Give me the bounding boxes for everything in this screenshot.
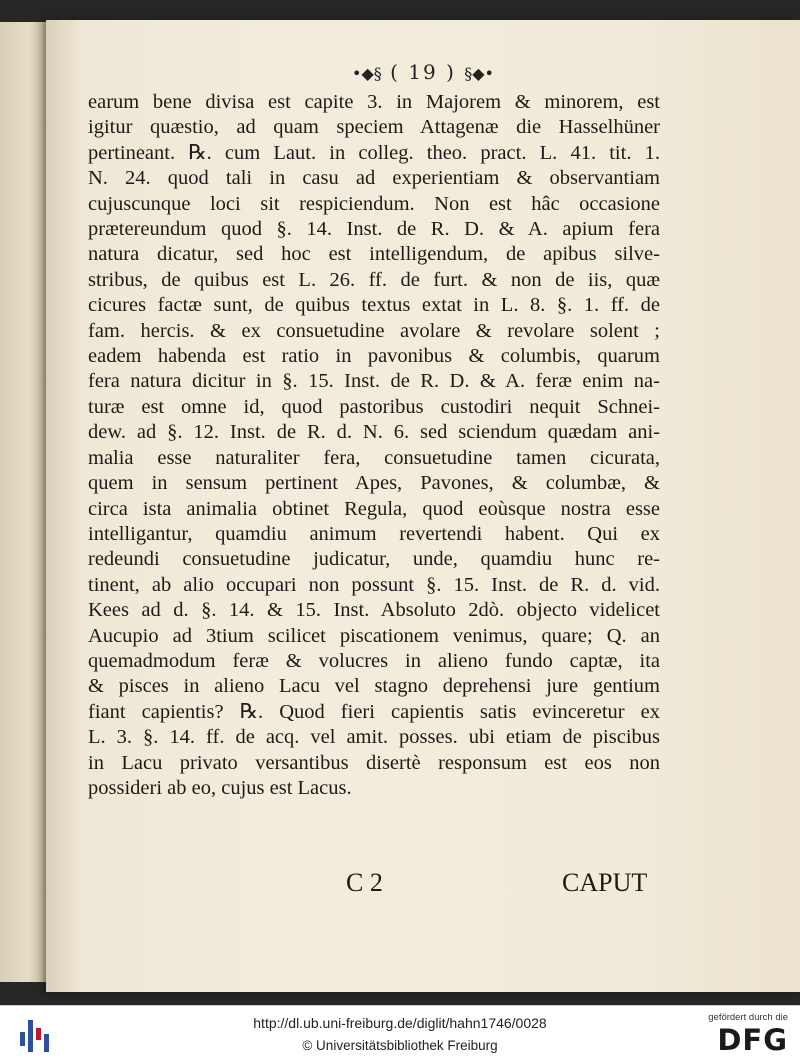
text-line: Kees ad d. §. 14. & 15. Inst. Absoluto 2dò. objecto videlicet	[88, 599, 660, 622]
text-line: eadem habenda est ratio in pavonibus & columbis, quarum	[88, 345, 660, 368]
text-line: N. 24. quod tali in casu ad experientiam & observantiam	[88, 167, 660, 190]
text-line: tinent, ab alio occupari non possunt §. 15. Inst. de R. d. vid.	[88, 573, 660, 596]
signature-mark: C 2	[346, 868, 383, 897]
text-line: dew. ad §. 12. Inst. de R. d. N. 6. sed sciendum quædam ani-	[88, 421, 660, 444]
funding-caption: gefördert durch die	[708, 1012, 788, 1023]
text-line: stribus, de quibus est L. 26. ff. de furt. & non de iis, quæ	[88, 268, 660, 291]
text-line: fera natura dicitur in §. 15. Inst. de R. D. & A. feræ enim na-	[88, 370, 660, 393]
text-line: malia esse naturaliter fera, consuetudine tamen cicurata,	[88, 446, 660, 469]
text-line: quem in sensum pertinent Apes, Pavones, & columbæ, &	[88, 472, 660, 495]
text-line: redeundi consuetudine judicatur, unde, quamdiu hunc re-	[88, 548, 660, 571]
text-line: quemadmodum feræ & volucres in alieno fundo captæ, ita	[88, 649, 660, 672]
book-page	[46, 20, 800, 992]
text-line: igitur quæstio, ad quam speciem Attagenæ die Hasselhüner	[88, 116, 660, 139]
text-line: intelligantur, quamdiu animum revertendi habent. Qui ex	[88, 522, 660, 545]
dfg-logo: DFG	[717, 1023, 788, 1057]
text-line: prætereundum quod §. 14. Inst. de R. D. & A. apium fera	[88, 218, 660, 241]
document-url[interactable]: http://dl.ub.uni-freiburg.de/diglit/hahn1746/0028	[253, 1015, 547, 1031]
text-line: earum bene divisa est capite 3. in Majorem & minorem, est	[88, 91, 660, 113]
text-line: fiant capientis? ℞. Quod fieri capientis satis evinceretur ex	[88, 700, 660, 723]
text-line: cicures factæ sunt, de quibus textus extat in L. 8. §. 1. ff. de	[88, 294, 660, 317]
running-head	[46, 60, 800, 84]
text-line: cujuscunque loci sit respiciendum. Non est hâc occasione	[88, 192, 660, 215]
page-number: ( 19 )	[390, 60, 456, 84]
footer-bar	[0, 1005, 800, 1061]
previous-page-edge	[0, 22, 49, 982]
text-line: fam. hercis. & ex consuetudine avolare & revolare solent ;	[88, 319, 660, 342]
text-line: natura dicatur, sed hoc est intelligendum, de apibus silve-	[88, 243, 660, 266]
text-line: pertineant. ℞. cum Laut. in colleg. theo. pract. L. 41. tit. 1.	[88, 141, 660, 164]
text-line: circa ista animalia obtinet Regula, quod eoùsque nostra esse	[88, 497, 660, 520]
text-line: L. 3. §. 14. ff. de acq. vel amit. posses. ubi etiam de piscibus	[88, 726, 660, 749]
ornament-left: •◆§	[352, 64, 382, 83]
text-line: turæ est omne id, quod pastoribus custodiri nequit Schnei-	[88, 395, 660, 418]
text-line: Aucupio ad 3tium scilicet piscationem venimus, quare; Q. an	[88, 624, 660, 647]
catchword: CAPUT	[562, 868, 648, 897]
copyright-notice: © Universitätsbibliothek Freiburg	[302, 1038, 498, 1053]
text-line: possideri ab eo, cujus est Lacus.	[88, 776, 352, 799]
body-text	[88, 90, 660, 801]
ornament-right: §◆•	[464, 64, 494, 83]
text-line: & pisces in alieno Lacu vel stagno deprehensi jure gentium	[88, 675, 660, 698]
text-line: in Lacu privato versantibus disertè responsum est eos non	[88, 751, 660, 774]
